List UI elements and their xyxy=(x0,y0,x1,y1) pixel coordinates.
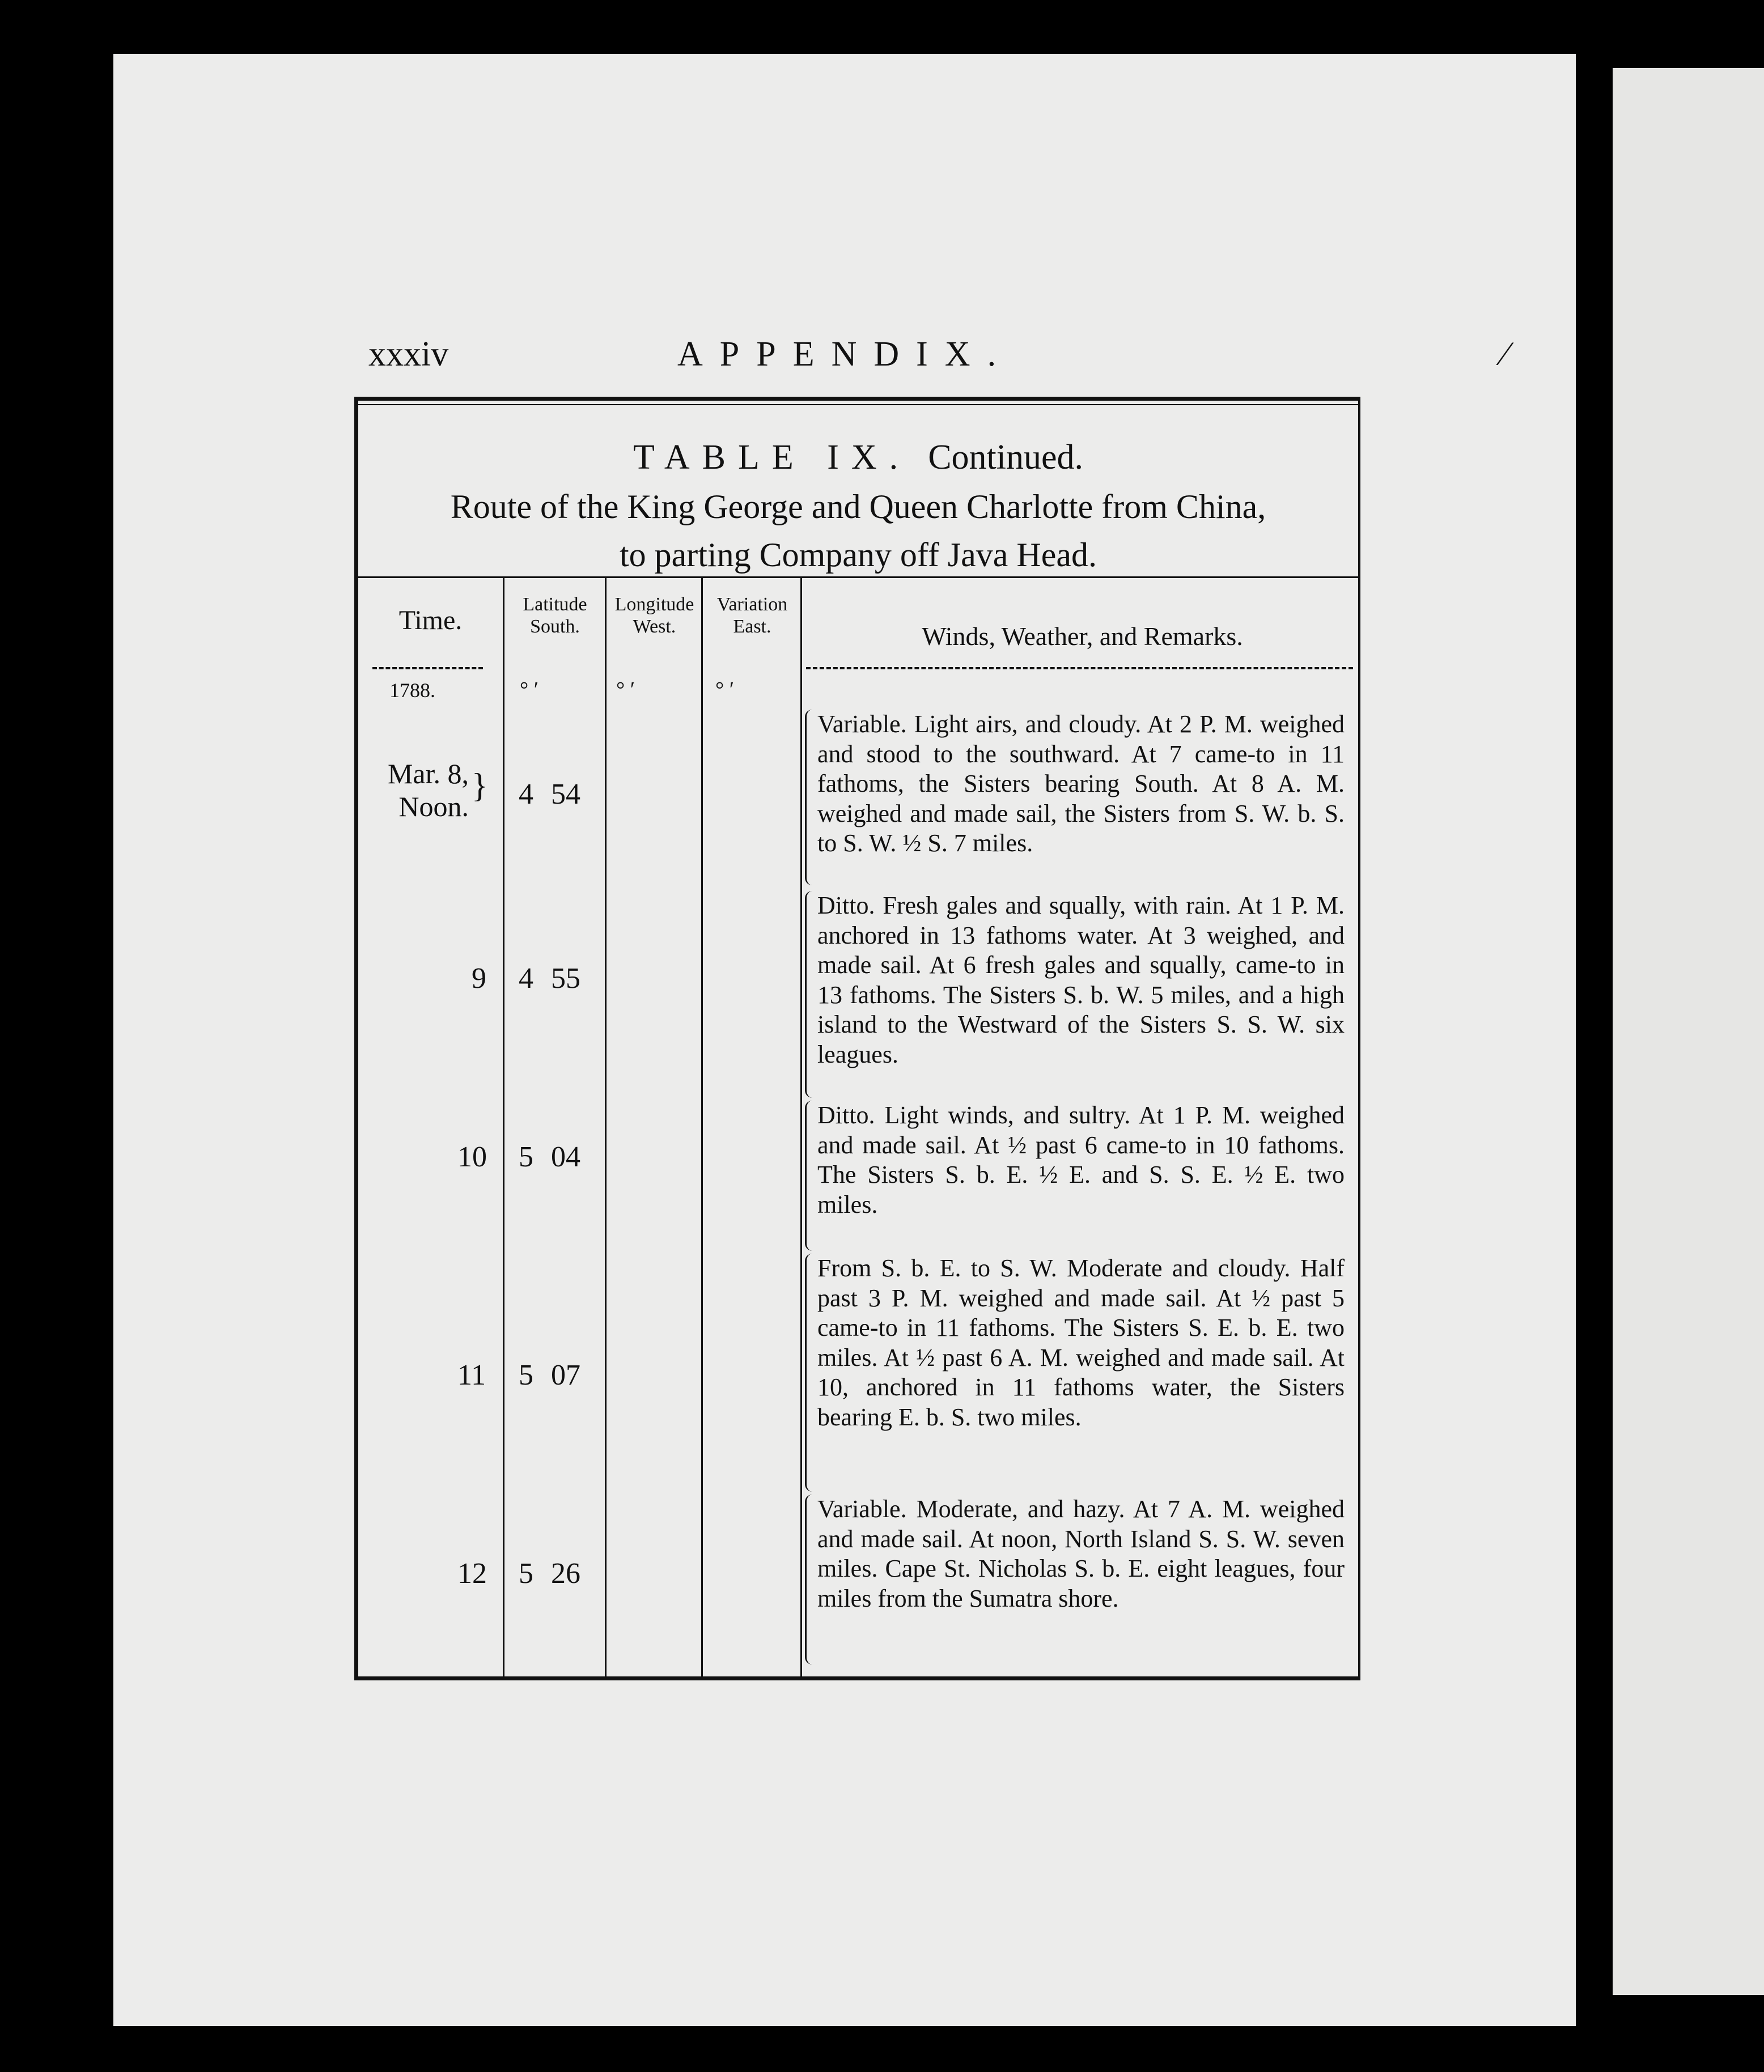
header-time: Time. xyxy=(398,605,463,635)
header-variation: Variation East. xyxy=(716,594,788,638)
lat-degrees: 5 xyxy=(519,1557,533,1590)
remark-brace xyxy=(805,1494,812,1665)
running-head xyxy=(368,334,1094,380)
header-remarks: Winds, Weather, and Remarks. xyxy=(922,622,1243,651)
year-label: 1788. xyxy=(389,679,435,702)
column-divider xyxy=(701,578,703,1676)
lat-degrees: 5 xyxy=(519,1359,533,1391)
remark-text: Ditto. Fresh gales and squally, with rain. At 1 P. M. anchored in 13 fathoms water. At 3 weighed, and made sail. At 6 fresh gales and squally, came-to in 13 fathoms. The Sisters S. b. W. 5 miles, and a high island to the Westward of the Sisters S. S. W. six leagues. xyxy=(817,891,1345,1068)
lat-degree-marks: ° ′ xyxy=(520,678,539,702)
margin-mark: ⁄ xyxy=(1502,335,1508,372)
lat-minutes: 26 xyxy=(551,1557,580,1590)
remark-brace xyxy=(805,891,812,1098)
header-rule xyxy=(372,667,483,669)
header-rule xyxy=(806,667,1353,669)
lat-degrees: 5 xyxy=(519,1141,533,1173)
header-longitude: Longitude West. xyxy=(614,594,694,638)
table-continued: Continued. xyxy=(928,438,1084,477)
title-rule xyxy=(358,576,1358,578)
remark-text: From S. b. E. to S. W. Moderate and cloudy. Half past 3 P. M. weighed and made sail. At ½ past 5 came-to in 11 fathoms. The Sisters S. E. b. E. two miles. At ½ past 6 A. M. weighed and made sail. At 10, anchored in 11 fathoms water, the Sisters bearing E. b. S. two miles. xyxy=(817,1254,1345,1431)
var-degree-marks: ° ′ xyxy=(715,678,735,702)
row-date-day: 9 xyxy=(472,962,486,995)
column-divider xyxy=(605,578,607,1676)
route-table xyxy=(354,397,1360,1680)
row-date-day: 10 xyxy=(457,1141,487,1173)
row-date-noon: Noon. xyxy=(398,790,469,822)
running-title: APPENDIX. xyxy=(677,335,1014,373)
row-date-day: 11 xyxy=(457,1359,486,1391)
column-divider xyxy=(800,578,802,1676)
lat-minutes: 54 xyxy=(551,778,580,810)
lat-minutes: 04 xyxy=(551,1141,580,1173)
lat-minutes: 55 xyxy=(551,962,580,995)
lat-degrees: 4 xyxy=(519,962,533,995)
date-brace: } xyxy=(472,767,488,804)
table-title xyxy=(358,432,1358,483)
remark-brace xyxy=(805,710,812,885)
remark-text: Variable. Light airs, and cloudy. At 2 P. M. weighed and stood to the southward. At 7 came-to in 11 fathoms, the Sisters bearing South. At 8 A. M. weighed and made sail, the Sisters from S. W. b. S. to S. W. ½ S. 7 miles. xyxy=(817,710,1345,857)
remark-brace xyxy=(805,1254,812,1492)
lat-degrees: 4 xyxy=(519,778,533,810)
lat-minutes: 07 xyxy=(551,1359,580,1391)
row-date xyxy=(370,758,469,823)
table-subtitle-line2: to parting Company off Java Head. xyxy=(619,536,1097,574)
facing-page-edge xyxy=(1613,68,1764,1995)
remark-text: Variable. Moderate, and hazy. At 7 A. M. weighed and made sail. At noon, North Island S. S. W. seven miles. Cape St. Nicholas S. b. E. eight leagues, four miles from the Sumatra shore. xyxy=(817,1495,1345,1612)
column-divider xyxy=(503,578,504,1676)
table-subtitle-line1: Route of the King George and Queen Charlotte from China, xyxy=(450,488,1266,525)
table-number: TABLE IX. xyxy=(633,438,911,477)
table-title-block xyxy=(358,432,1358,579)
remark-brace xyxy=(805,1101,812,1251)
remark-text: Ditto. Light winds, and sultry. At 1 P. M. weighed and made sail. At ½ past 6 came-to in 10 fathoms. The Sisters S. b. E. ½ E. and S. S. E. ½ E. two miles. xyxy=(817,1101,1345,1218)
row-date-day: 12 xyxy=(457,1557,487,1590)
row-date-day: Mar. 8, xyxy=(387,758,469,789)
page-number: xxxiv xyxy=(368,335,449,373)
header-latitude: Latitude South. xyxy=(523,594,587,638)
lon-degree-marks: ° ′ xyxy=(616,678,635,702)
